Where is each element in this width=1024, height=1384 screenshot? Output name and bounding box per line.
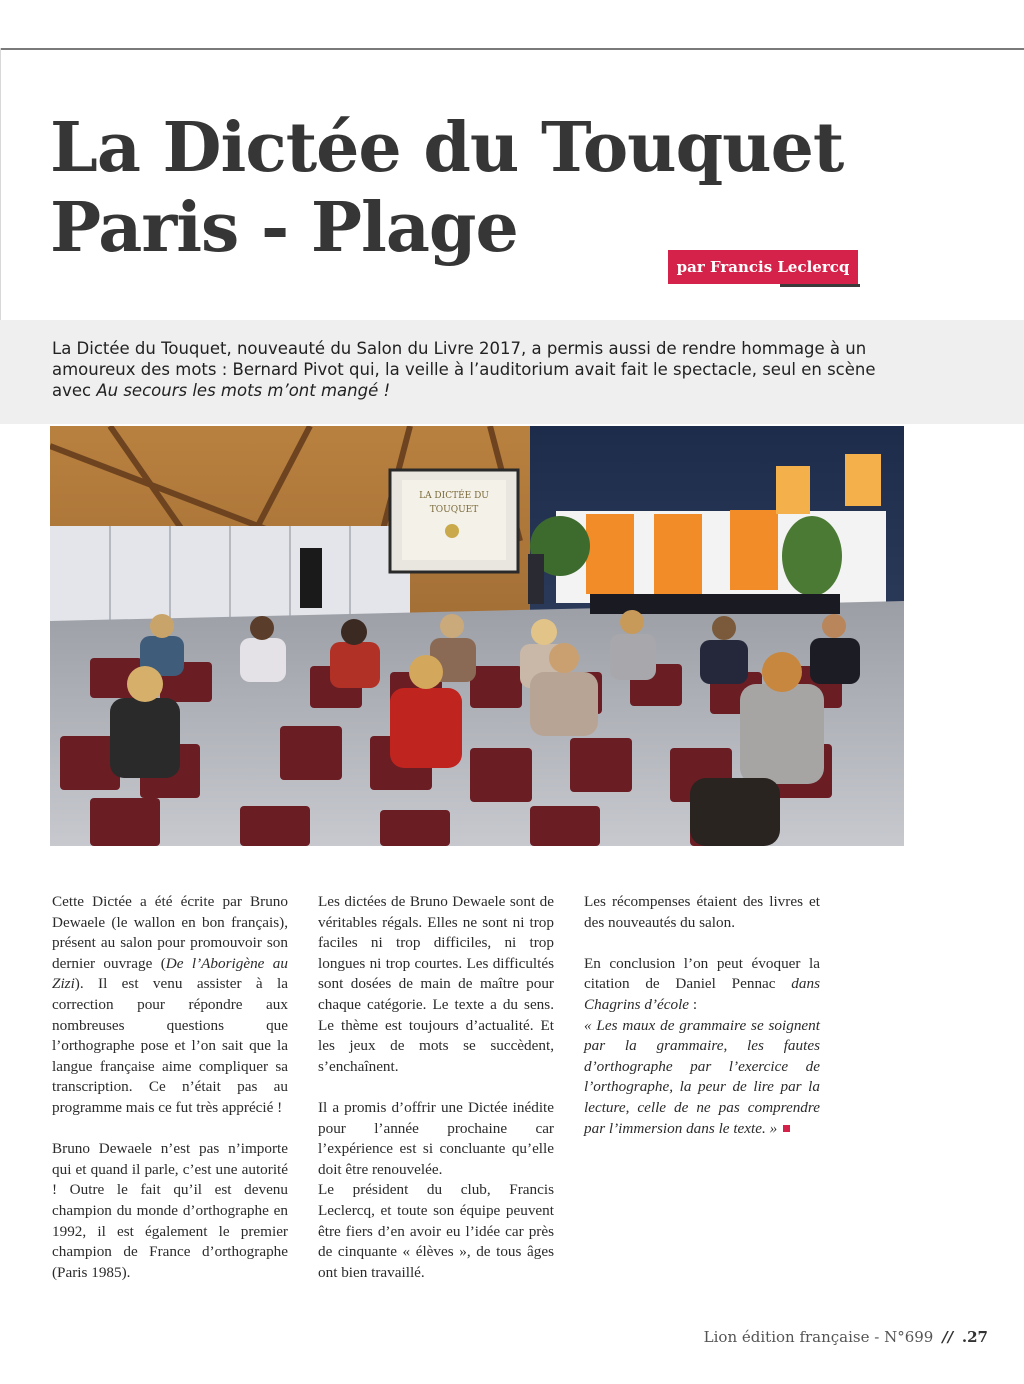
body-column-2 — [318, 892, 554, 1283]
pennac-quote — [584, 1016, 820, 1140]
book-title: De l’Aborigène au Zizi — [52, 954, 288, 993]
footer-separator: // — [942, 1328, 954, 1346]
col3-p2-a: En conclusion l’on peut évoquer la citation de Daniel Pennac — [584, 954, 820, 993]
byline-underline — [780, 284, 860, 287]
article-title — [50, 108, 843, 268]
title-line-2: Paris - Plage — [50, 188, 518, 268]
screen-text-1: LA DICTÉE DU — [419, 491, 489, 501]
intro-paragraph — [52, 338, 912, 401]
event-photo — [50, 426, 904, 846]
col2-paragraph-2: Il a promis d’offrir une Dictée inédite pour l’année prochaine car l’expérience est si concluante qu’elle doit être renouvelée. — [318, 1098, 554, 1178]
col2-paragraph-3: Le président du club, Francis Leclercq, et toute son équipe peuvent être fiers d’en avoir eu l’idée car près de cinquante « élèves », de tous âges ont bien travaillé. — [318, 1181, 554, 1281]
intro-show-title: Au secours les mots m’ont mangé ! — [96, 381, 391, 400]
col3-paragraph-1: Les récompenses étaient des livres et des nouveautés du salon. — [584, 893, 820, 931]
screen-text-2: TOUQUET — [429, 505, 479, 515]
title-line-1: La Dictée du Touquet — [50, 108, 844, 188]
event-photo-illustration — [50, 426, 904, 846]
left-margin-rule — [0, 48, 1, 320]
author-byline: par Francis Leclercq — [668, 250, 858, 284]
end-of-article-square-icon — [783, 1125, 790, 1132]
col2-paragraph-1: Les dictées de Bruno Dewaele sont de véritables régals. Elles ne sont ni trop faciles ni trop difficiles, ni trop longues ni trop courtes. Les difficultés sont dosées de main de maître pour chaque catégorie. Le texte a du sens. Le thème est toujours d’actualité. Et les jeux de mots se succèdent, s’enchaînent. — [318, 893, 554, 1075]
body-column-1 — [52, 892, 288, 1283]
pennac-book: dans Chagrins d’école — [584, 975, 820, 1013]
page-footer — [704, 1328, 988, 1346]
col3-paragraph-2 — [584, 954, 820, 1016]
col1-paragraph-1 — [52, 892, 288, 1119]
body-column-3 — [584, 892, 820, 1139]
col1-paragraph-2: Bruno Dewaele n’est pas n’importe qui et quand il parle, c’est une autorité ! Outre le fait qu’il est devenu champion du monde d’orthographe en 1992, il est également le premier champion de France d’orthographe (Paris 1985). — [52, 1140, 288, 1281]
col3-p2-b: : — [689, 995, 698, 1013]
intro-text: La Dictée du Touquet, nouveauté du Salon du Livre 2017, a permis aussi de rendre hommage à un amoureux des mots : Bernard Pivot qui, la veille à l’auditorium avait fait le spectacle, seul en scène avec — [52, 339, 876, 400]
col1-p1-b: ). Il est venu assister à la correction pour répondre aux nombreuses questions que l’orthographe pose et l’on sait que la langue française aime compliquer sa transcription. Ce n’était pas au programme mais ce fut très apprécié ! — [52, 975, 288, 1116]
publication-name: Lion édition française - N°699 — [703, 1328, 934, 1346]
col1-p1-a: Cette Dictée a été écrite par Bruno Dewaele (le wallon en bon français), présent au salon pour promouvoir son dernier ouvrage ( — [52, 893, 288, 972]
quote-text: « Les maux de grammaire se soignent par la grammaire, les fautes d’orthographe par l’exercice de l’orthographe, la peur de lire par la lecture, celle de ne pas comprendre par l’immersion dans le texte. » — [584, 1016, 820, 1137]
top-rule — [0, 48, 1024, 50]
page-number: .27 — [961, 1328, 988, 1346]
